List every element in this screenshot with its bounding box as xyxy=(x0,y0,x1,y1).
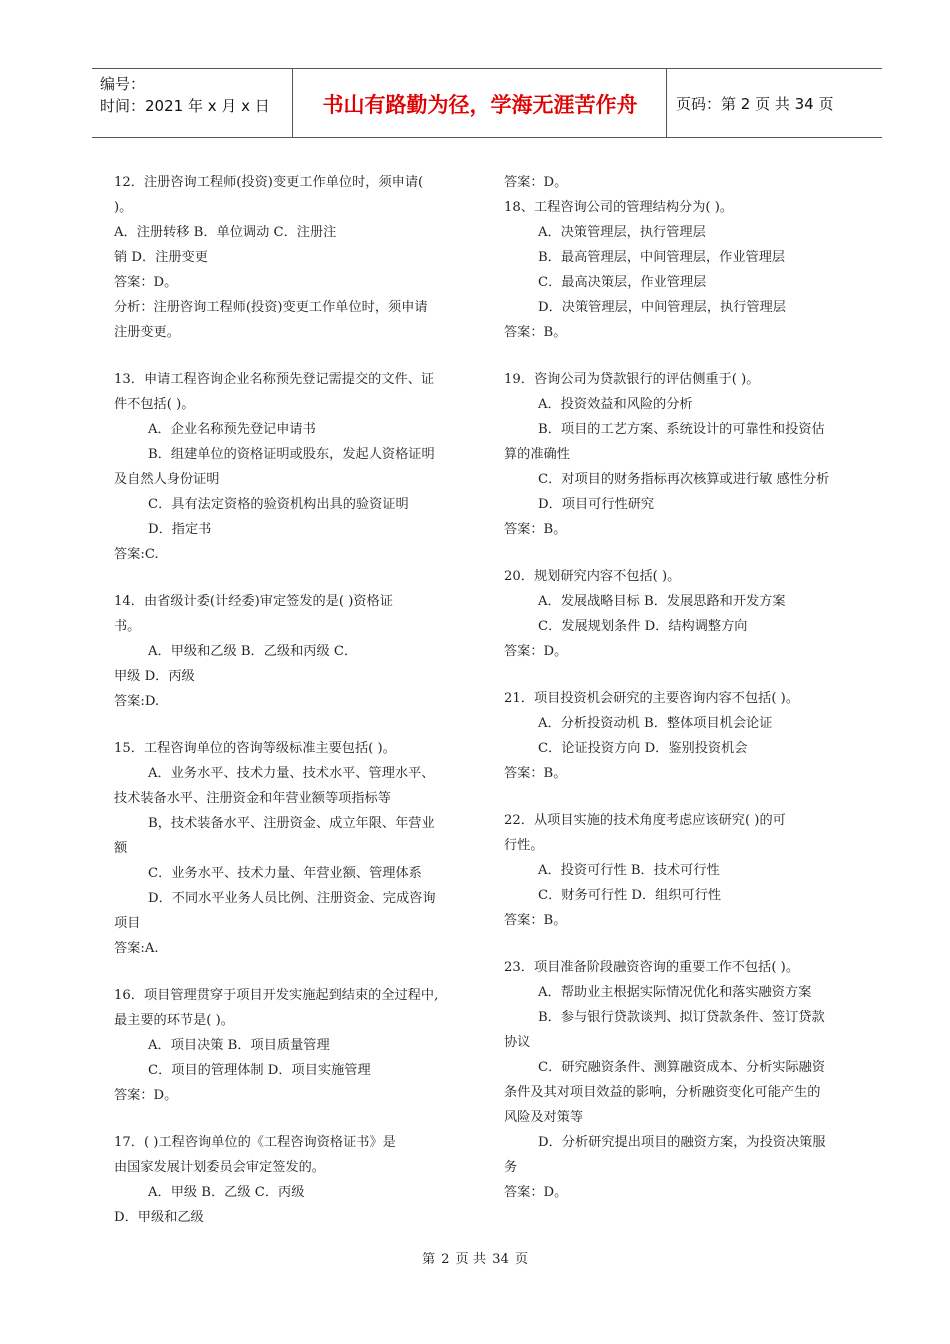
question-text: 15．工程咨询单位的咨询等级标准主要包括( )。 xyxy=(114,741,396,756)
option-b: B．最高管理层，中间管理层，作业管理层 xyxy=(538,250,786,265)
option-b-cont: 及自然人身份证明 xyxy=(114,472,220,487)
answer: 答案：B。 xyxy=(504,913,567,928)
question-15 xyxy=(114,736,470,961)
question-22 xyxy=(504,808,866,933)
option-a: A．业务水平、技术力量、技术水平、管理水平、 xyxy=(148,766,435,781)
option-line: C．项目的管理体制 D．项目实施管理 xyxy=(148,1063,371,1078)
option-line: A．项目决策 B．项目质量管理 xyxy=(148,1038,330,1053)
question-text: 17．( )工程咨询单位的《工程咨询资格证书》是 xyxy=(114,1135,396,1150)
question-23 xyxy=(504,955,866,1205)
answer: 答案：B。 xyxy=(504,766,567,781)
question-text: 13．申请工程咨询企业名称预先登记需提交的文件、证 xyxy=(114,372,435,387)
option-a-cont: 技术装备水平、注册资金和年营业额等项指标等 xyxy=(114,791,391,806)
header-motto: 书山有路勤为径，学海无涯苦作舟 xyxy=(322,93,638,117)
question-text: 16．项目管理贯穿于项目开发实施起到结束的全过程中, xyxy=(114,988,439,1003)
option-d: D．分析研究提出项目的融资方案，为投资决策服 xyxy=(538,1135,826,1150)
option-c-cont: 风险及对策等 xyxy=(504,1110,584,1125)
question-text: 18、工程咨询公司的管理结构分为( )。 xyxy=(504,200,734,215)
answer: 答案：D。 xyxy=(114,275,178,290)
header-divider xyxy=(666,69,667,137)
question-21 xyxy=(504,686,866,786)
answer: 答案：B。 xyxy=(504,522,567,537)
question-text: 最主要的环节是( )。 xyxy=(114,1013,234,1028)
answer: 答案:D. xyxy=(114,694,160,709)
left-column xyxy=(114,170,470,1252)
option-c: C．对项目的财务指标再次核算或进行敏 感性分析 xyxy=(538,472,830,487)
option-line: A．发展战略目标 B．发展思路和开发方案 xyxy=(538,594,786,609)
right-column xyxy=(504,170,866,1227)
option-line: A．分析投资动机 B．整体项目机会论证 xyxy=(538,716,773,731)
question-text: 件不包括( )。 xyxy=(114,397,195,412)
question-text: 由国家发展计划委员会审定签发的。 xyxy=(114,1160,325,1175)
option-line: A．注册转移 B．单位调动 C．注册注 xyxy=(114,225,337,240)
header-meta xyxy=(100,73,270,117)
page-footer xyxy=(0,1248,950,1267)
answer: 答案：D。 xyxy=(504,1185,568,1200)
footer-mid: 页 共 xyxy=(455,1252,487,1267)
page-header xyxy=(92,68,882,138)
option-b: B．参与银行贷款谈判、拟订贷款条件、签订贷款 xyxy=(538,1010,825,1025)
question-18 xyxy=(504,195,866,345)
option-b-cont: 协议 xyxy=(504,1035,531,1050)
question-17 xyxy=(114,1130,470,1230)
option-line: 销 D．注册变更 xyxy=(114,250,208,265)
option-c: C．业务水平、技术力量、年营业额、管理体系 xyxy=(148,866,422,881)
footer-total-pages: 34 xyxy=(492,1252,509,1267)
answer: 答案：D。 xyxy=(504,175,568,190)
option-a: A．企业名称预先登记申请书 xyxy=(148,422,316,437)
question-14 xyxy=(114,589,470,714)
question-text: 21．项目投资机会研究的主要咨询内容不包括( )。 xyxy=(504,691,800,706)
option-line: C．财务可行性 D．组织可行性 xyxy=(538,888,722,903)
option-d-cont: 项目 xyxy=(114,916,141,931)
option-d: D．项目可行性研究 xyxy=(538,497,655,512)
question-text: 22．从项目实施的技术角度考虑应该研究( )的可 xyxy=(504,813,786,828)
option-c-cont: 条件及其对项目效益的影响，分析融资变化可能产生的 xyxy=(504,1085,821,1100)
question-19 xyxy=(504,367,866,542)
option-line: A．投资可行性 B．技术可行性 xyxy=(538,863,720,878)
option-line: 甲级 D．丙级 xyxy=(114,669,195,684)
option-line: A．甲级 B．乙级 C．丙级 xyxy=(148,1185,305,1200)
option-c: C．具有法定资格的验资机构出具的验资证明 xyxy=(148,497,409,512)
answer: 答案：D。 xyxy=(504,644,568,659)
header-divider xyxy=(292,69,293,137)
option-b-cont: 额 xyxy=(114,841,128,856)
question-20 xyxy=(504,564,866,664)
question-text: )。 xyxy=(114,200,133,215)
footer-page-number: 2 xyxy=(441,1252,450,1267)
option-d-cont: 务 xyxy=(504,1160,518,1175)
option-b: B．项目的工艺方案、系统设计的可靠性和投资估 xyxy=(538,422,825,437)
option-a: A．投资效益和风险的分析 xyxy=(538,397,693,412)
question-16 xyxy=(114,983,470,1108)
option-a: A．决策管理层，执行管理层 xyxy=(538,225,706,240)
option-b-cont: 算的准确性 xyxy=(504,447,570,462)
answer: 答案：D。 xyxy=(114,1088,178,1103)
option-a: A．帮助业主根据实际情况优化和落实融资方案 xyxy=(538,985,812,1000)
option-d: D．指定书 xyxy=(148,522,212,537)
option-b: B，技术装备水平、注册资金、成立年限、年营业 xyxy=(148,816,435,831)
footer-suffix: 页 xyxy=(514,1252,529,1267)
answer: 答案：B。 xyxy=(504,325,567,340)
answer: 答案:A. xyxy=(114,941,159,956)
question-text: 19．咨询公司为贷款银行的评估侧重于( )。 xyxy=(504,372,760,387)
option-d: D．决策管理层，中间管理层，执行管理层 xyxy=(538,300,786,315)
question-12 xyxy=(114,170,470,345)
question-text: 书。 xyxy=(114,619,141,634)
question-text: 14．由省级计委(计经委)审定签发的是( )资格证 xyxy=(114,594,393,609)
question-text: 23．项目准备阶段融资咨询的重要工作不包括( )。 xyxy=(504,960,800,975)
footer-prefix: 第 xyxy=(421,1252,436,1267)
analysis: 注册变更。 xyxy=(114,325,180,340)
option-line: C．论证投资方向 D．鉴别投资机会 xyxy=(538,741,748,756)
answer: 答案:C. xyxy=(114,547,159,562)
option-b: B．组建单位的资格证明或股东，发起人资格证明 xyxy=(148,447,435,462)
option-line: D．甲级和乙级 xyxy=(114,1210,204,1225)
option-c: C．研究融资条件、测算融资成本、分析实际融资 xyxy=(538,1060,826,1075)
question-text: 行性。 xyxy=(504,838,544,853)
option-line: A．甲级和乙级 B．乙级和丙级 C． xyxy=(148,644,358,659)
question-17-answer-block xyxy=(504,170,866,195)
doc-number-label: 编号： xyxy=(100,75,146,93)
question-text: 20．规划研究内容不包括( )。 xyxy=(504,569,681,584)
header-page-label: 页码：第 2 页 共 34 页 xyxy=(676,95,834,113)
option-c: C．最高决策层，作业管理层 xyxy=(538,275,707,290)
option-line: C．发展规划条件 D．结构调整方向 xyxy=(538,619,748,634)
doc-time-label: 时间：2021 年 x 月 x 日 xyxy=(100,97,270,115)
question-13 xyxy=(114,367,470,567)
analysis: 分析：注册咨询工程师(投资)变更工作单位时，须申请 xyxy=(114,300,428,315)
option-d: D．不同水平业务人员比例、注册资金、完成咨询 xyxy=(148,891,436,906)
question-text: 12．注册咨询工程师(投资)变更工作单位时，须申请( xyxy=(114,175,424,190)
